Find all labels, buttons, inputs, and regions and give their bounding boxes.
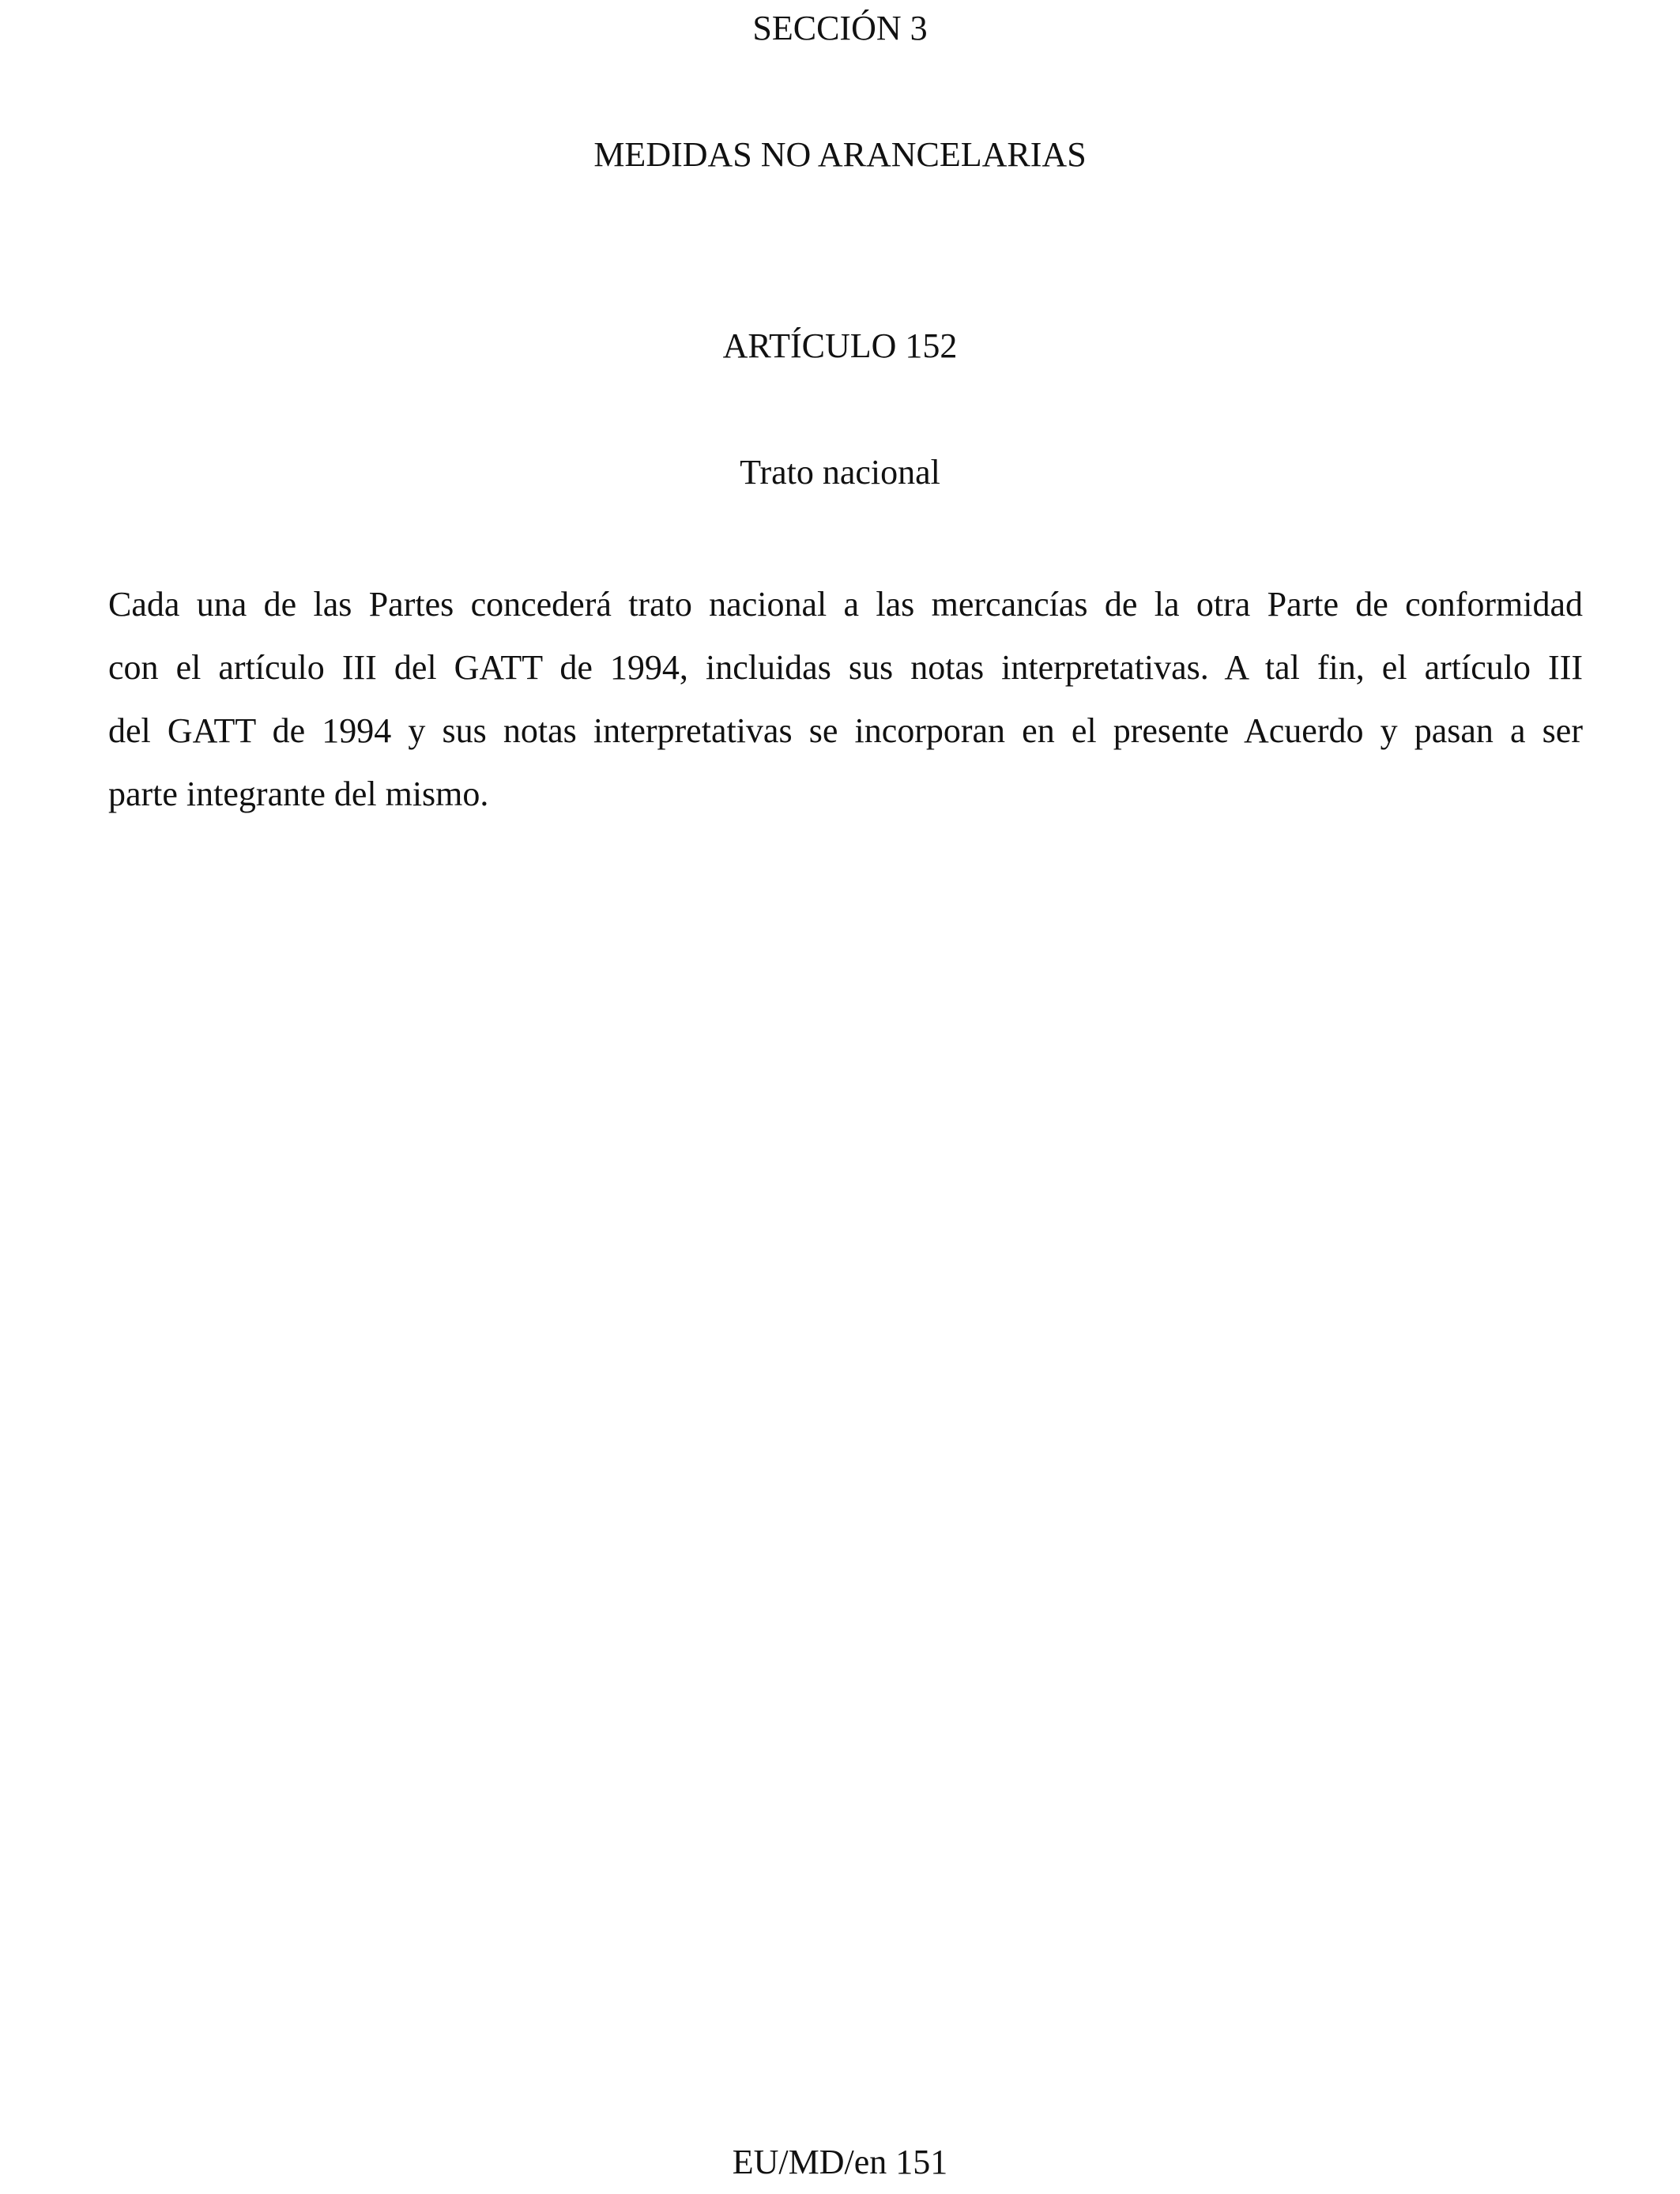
section-title: MEDIDAS NO ARANCELARIAS — [593, 135, 1087, 174]
article-title: Trato nacional — [740, 453, 940, 492]
body-line: con el artículo III del GATT de 1994, incluidas sus notas interpretativas. A tal fin, el artículo III — [108, 648, 1583, 687]
article-body — [108, 573, 1583, 826]
article-number: ARTÍCULO 152 — [722, 326, 958, 365]
section-number: SECCIÓN 3 — [752, 9, 928, 47]
body-line: parte integrante del mismo. — [108, 775, 489, 813]
body-line: del GATT de 1994 y sus notas interpretativas se incorporan en el presente Acuerdo y pasan a ser — [108, 711, 1583, 750]
page-footer: EU/MD/en 151 — [732, 2143, 948, 2181]
body-line: Cada una de las Partes concederá trato nacional a las mercancías de la otra Parte de conformidad — [108, 585, 1583, 624]
